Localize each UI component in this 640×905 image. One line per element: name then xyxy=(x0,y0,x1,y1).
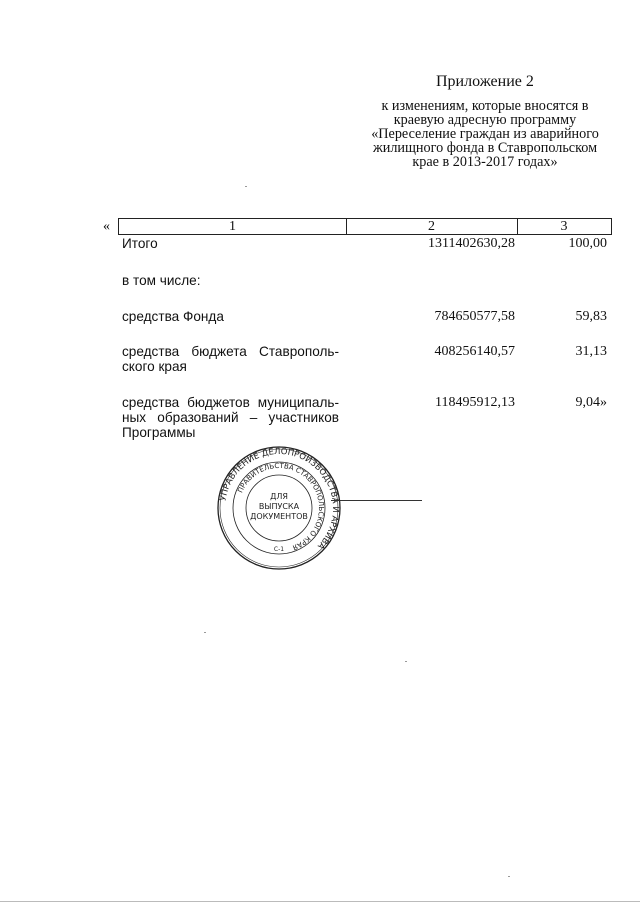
row-label-including: в том числе: xyxy=(122,273,201,288)
appendix-caption xyxy=(340,99,630,169)
row-label-municipal-budgets: средства бюджетов муниципаль-ных образований – участников Программы xyxy=(122,395,339,440)
caption-line: жилищного фонда в Ставропольском xyxy=(372,140,598,156)
official-stamp xyxy=(217,446,341,570)
column-header-1: 1 xyxy=(118,218,347,235)
caption-line: «Переселение граждан из аварийного xyxy=(371,126,599,142)
appendix-title: Приложение 2 xyxy=(436,73,534,90)
column-header-3: 3 xyxy=(517,218,612,235)
row-label-regional-budget: средства бюджета Ставрополь-ского края xyxy=(122,344,339,374)
scan-speck xyxy=(245,186,247,187)
row-percent-fund: 59,83 xyxy=(575,309,607,324)
scan-speck xyxy=(204,632,206,633)
row-label-total: Итого xyxy=(122,236,158,251)
stamp-center-line: ДОКУМЕНТОВ xyxy=(250,512,308,521)
caption-line: крае в 2013-2017 годах» xyxy=(412,154,558,170)
stamp-inner-ring-text: ПРАВИТЕЛЬСТВА СТАВРОПОЛЬСКОГО КРАЯ xyxy=(236,461,326,552)
stamp-center-line: ДЛЯ xyxy=(270,492,288,501)
row-amount-total: 1311402630,28 xyxy=(428,236,515,251)
column-header-2: 2 xyxy=(346,218,518,235)
stamp-signature-line xyxy=(331,500,422,501)
scan-speck xyxy=(405,661,407,662)
row-percent-total: 100,00 xyxy=(568,236,607,251)
caption-line: к изменениям, которые вносятся в xyxy=(381,98,589,114)
row-percent-municipal-budgets: 9,04» xyxy=(575,395,607,410)
row-amount-municipal-budgets: 118495912,13 xyxy=(435,395,515,410)
stamp-outer-ring-text: УПРАВЛЕНИЕ ДЕЛОПРОИЗВОДСТВ И АРХИВА xyxy=(218,446,341,551)
row-amount-fund: 784650577,58 xyxy=(434,309,515,324)
scan-edge-line xyxy=(0,901,640,902)
stamp-bottom-mark: С-1 xyxy=(273,546,285,553)
row-label-fund: средства Фонда xyxy=(122,309,224,324)
caption-line: краевую адресную программу xyxy=(393,112,577,128)
table-open-quote: « xyxy=(103,219,110,234)
row-amount-regional-budget: 408256140,57 xyxy=(434,344,515,359)
row-percent-regional-budget: 31,13 xyxy=(575,344,607,359)
scan-speck xyxy=(508,876,510,877)
stamp-center-line: ВЫПУСКА xyxy=(258,502,300,511)
